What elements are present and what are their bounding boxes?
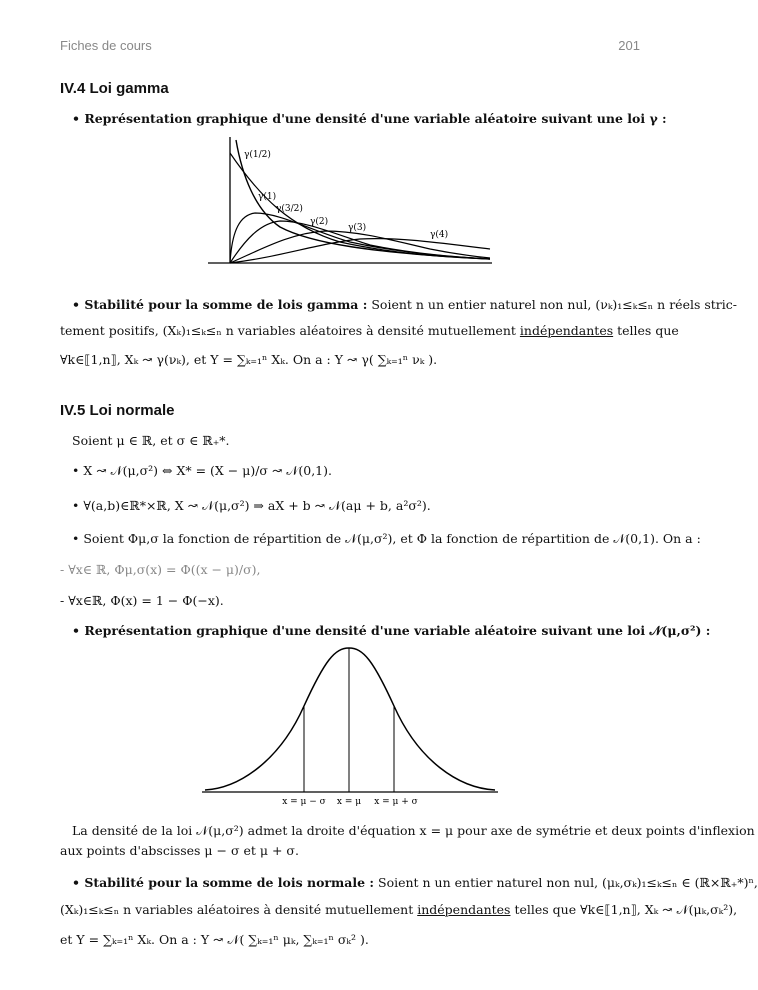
normal-intro: Soient μ ∈ ℝ, et σ ∈ ℝ₊*.	[72, 433, 230, 448]
normal-item2: - ∀x∈ℝ, Φ(x) = 1 − Φ(−x).	[60, 593, 224, 608]
label-gamma-four: γ(4)	[430, 230, 449, 240]
label-gamma-one: γ(1)	[258, 192, 277, 202]
normal-stability-title: • Stabilité pour la somme de lois normale :	[72, 875, 375, 890]
label-mu-plus-sigma: x = μ + σ	[374, 797, 418, 807]
label-gamma-two: γ(2)	[310, 217, 329, 227]
normal-bell-curve	[205, 648, 495, 790]
gamma-density-plot	[200, 135, 500, 280]
normal-bullet3: • Soient Φμ,σ la fonction de répartition de 𝒩(μ,σ²), et Φ la fonction de répartition de 𝒩(0,1). On a :	[72, 531, 701, 546]
gamma-stability-text1: Soient n un entier naturel non nul, (νₖ)₁≤ₖ≤ₙ n réels stric-	[371, 297, 737, 312]
gamma-stability-line2	[60, 323, 679, 339]
running-header-title: Fiches de cours	[60, 38, 152, 53]
gamma-graph-heading: • Représentation graphique d'une densité d'une variable aléatoire suivant une loi γ :	[72, 111, 667, 126]
normal-density-plot	[200, 640, 500, 810]
normal-stability-line1	[72, 875, 758, 891]
gamma-stability-line3: ∀k∈⟦1,n⟧, Xₖ ↝ γ(νₖ), et Y = ∑ₖ₌₁ⁿ Xₖ. On a : Y ↝ γ( ∑ₖ₌₁ⁿ νₖ ).	[60, 352, 438, 367]
normal-stability-text1: Soient n un entier naturel non nul, (μₖ,σₖ)₁≤ₖ≤ₙ ∈ (ℝ×ℝ₊*)ⁿ,	[378, 875, 758, 890]
page-number: 201	[618, 38, 640, 53]
normal-stability-line3: et Y = ∑ₖ₌₁ⁿ Xₖ. On a : Y ↝ 𝒩( ∑ₖ₌₁ⁿ μₖ, ∑ₖ₌₁ⁿ σₖ² ).	[60, 932, 369, 947]
label-mu: x = μ	[336, 797, 362, 807]
normal-stability-text2b: telles que ∀k∈⟦1,n⟧, Xₖ ↝ 𝒩(μₖ,σₖ²),	[510, 902, 738, 917]
label-gamma-three-half: γ(3/2)	[276, 204, 303, 214]
label-mu-minus-sigma: x = μ − σ	[282, 797, 326, 807]
gamma-stability-line1	[72, 297, 737, 313]
section-title-gamma: IV.4 Loi gamma	[60, 80, 169, 97]
gamma-stability-text2b: telles que	[613, 323, 679, 338]
normal-symmetry-line2: aux points d'abscisses μ − σ et μ + σ.	[60, 843, 299, 858]
normal-bullet1: • X ↝ 𝒩(μ,σ²) ⇔ X* = (X − μ)/σ ↝ 𝒩(0,1).	[72, 463, 332, 478]
normal-indep-word: indépendantes	[417, 902, 511, 917]
normal-symmetry-line1: La densité de la loi 𝒩(μ,σ²) admet la droite d'équation x = μ pour axe de symétrie et deux points d'inflexion	[72, 823, 755, 838]
normal-graph-heading: • Représentation graphique d'une densité d'une variable aléatoire suivant une loi 𝒩(μ,σ²) :	[72, 623, 711, 638]
gamma-curve-three-half	[230, 213, 490, 263]
normal-stability-text2a: (Xₖ)₁≤ₖ≤ₙ n variables aléatoires à densité mutuellement	[60, 902, 418, 917]
gamma-indep-word: indépendantes	[519, 323, 614, 338]
gamma-curve-one	[230, 153, 490, 259]
normal-stability-line2	[60, 902, 737, 918]
gamma-stability-title: • Stabilité pour la somme de lois gamma :	[72, 297, 368, 312]
normal-bullet2: • ∀(a,b)∈ℝ*×ℝ, X ↝ 𝒩(μ,σ²) ⇒ aX + b ↝ 𝒩(aμ + b, a²σ²).	[72, 498, 431, 513]
label-gamma-three: γ(3)	[348, 223, 367, 233]
section-title-normal: IV.5 Loi normale	[60, 402, 175, 419]
gamma-curve-three	[230, 231, 490, 263]
label-gamma-half: γ(1/2)	[244, 150, 271, 160]
normal-item1: - ∀x∈ ℝ, Φμ,σ(x) = Φ((x − μ)/σ),	[60, 562, 261, 577]
gamma-stability-text2a: tement positifs, (Xₖ)₁≤ₖ≤ₙ n variables aléatoires à densité mutuellement	[60, 323, 520, 338]
